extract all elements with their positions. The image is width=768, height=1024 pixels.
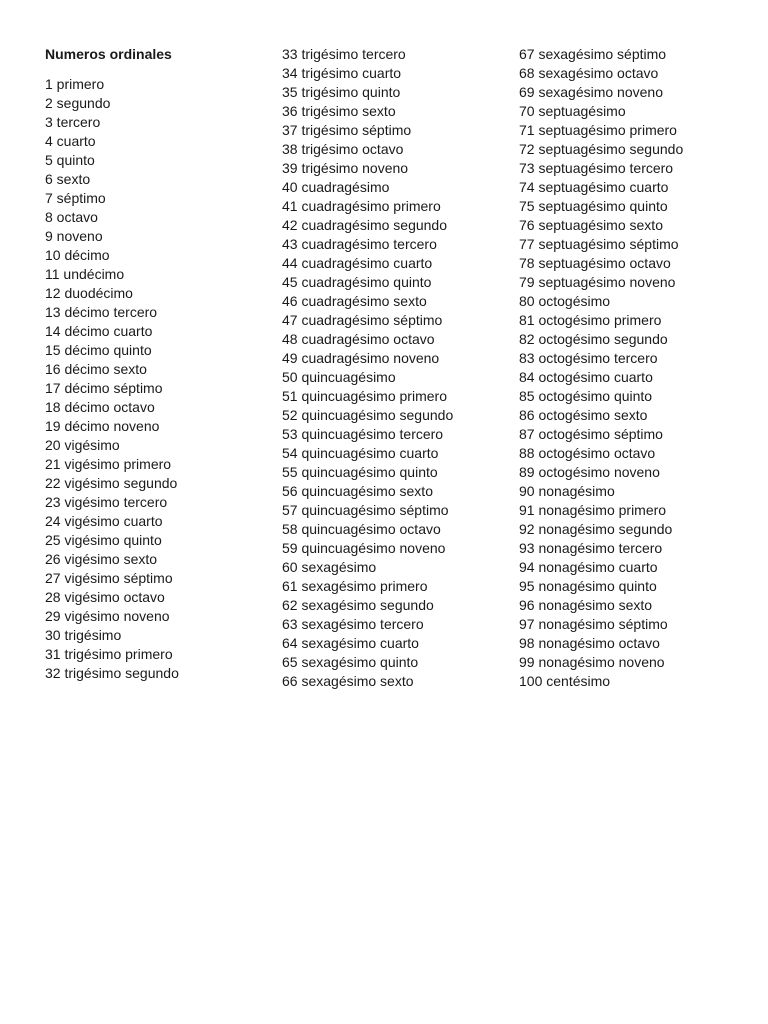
ordinal-entry: 23 vigésimo tercero: [45, 494, 168, 510]
ordinal-entry: 64 sexagésimo cuarto: [282, 635, 419, 651]
ordinal-entry: 32 trigésimo segundo: [45, 665, 179, 681]
ordinal-entry: 56 quincuagésimo sexto: [282, 483, 433, 499]
ordinal-entry: 27 vigésimo séptimo: [45, 570, 173, 586]
ordinal-entry: 48 cuadragésimo octavo: [282, 331, 435, 347]
ordinal-entry: 8 octavo: [45, 209, 98, 225]
ordinal-entry: 80 octogésimo: [519, 293, 611, 309]
ordinal-entry: 95 nonagésimo quinto: [519, 578, 657, 594]
ordinal-entry: 17 décimo séptimo: [45, 380, 163, 396]
ordinal-entry: 4 cuarto: [45, 133, 96, 149]
ordinal-entry: 10 décimo: [45, 247, 110, 263]
ordinal-entry: 96 nonagésimo sexto: [519, 597, 653, 613]
ordinal-entry: 83 octogésimo tercero: [519, 350, 658, 366]
ordinal-entry: 87 octogésimo séptimo: [519, 426, 663, 442]
ordinal-entry: 12 duodécimo: [45, 285, 133, 301]
ordinal-entry: 42 cuadragésimo segundo: [282, 217, 448, 233]
ordinal-entry: 49 cuadragésimo noveno: [282, 350, 440, 366]
ordinal-entry: 74 septuagésimo cuarto: [519, 179, 669, 195]
column-3: [519, 45, 749, 691]
ordinal-entry: 77 septuagésimo séptimo: [519, 236, 679, 252]
ordinal-entry: 41 cuadragésimo primero: [282, 198, 441, 214]
ordinal-entry: 59 quincuagésimo noveno: [282, 540, 446, 556]
ordinal-entry: 53 quincuagésimo tercero: [282, 426, 444, 442]
ordinal-entry: 29 vigésimo noveno: [45, 608, 170, 624]
ordinal-entry: 84 octogésimo cuarto: [519, 369, 653, 385]
ordinal-entry: 82 octogésimo segundo: [519, 331, 668, 347]
ordinal-entry: 71 septuagésimo primero: [519, 122, 677, 138]
ordinal-list-1: [45, 75, 275, 683]
ordinal-entry: 35 trigésimo quinto: [282, 84, 401, 100]
ordinal-entry: 34 trigésimo cuarto: [282, 65, 402, 81]
ordinal-entry: 72 septuagésimo segundo: [519, 141, 684, 157]
ordinal-entry: 70 septuagésimo: [519, 103, 626, 119]
ordinal-entry: 51 quincuagésimo primero: [282, 388, 447, 404]
ordinal-entry: 39 trigésimo noveno: [282, 160, 409, 176]
ordinal-entry: 28 vigésimo octavo: [45, 589, 165, 605]
ordinal-entry: 47 cuadragésimo séptimo: [282, 312, 443, 328]
ordinal-entry: 5 quinto: [45, 152, 95, 168]
ordinal-entry: 44 cuadragésimo cuarto: [282, 255, 433, 271]
ordinal-entry: 43 cuadragésimo tercero: [282, 236, 437, 252]
document-title: Numeros ordinales: [45, 46, 172, 62]
ordinal-entry: 91 nonagésimo primero: [519, 502, 667, 518]
ordinal-entry: 16 décimo sexto: [45, 361, 147, 377]
ordinal-entry: 67 sexagésimo séptimo: [519, 46, 667, 62]
ordinal-entry: 58 quincuagésimo octavo: [282, 521, 441, 537]
ordinal-entry: 19 décimo noveno: [45, 418, 160, 434]
ordinal-entry: 38 trigésimo octavo: [282, 141, 404, 157]
ordinal-entry: 33 trigésimo tercero: [282, 46, 406, 62]
ordinal-entry: 93 nonagésimo tercero: [519, 540, 663, 556]
ordinal-entry: 1 primero: [45, 76, 105, 92]
ordinal-entry: 57 quincuagésimo séptimo: [282, 502, 449, 518]
ordinal-entry: 79 septuagésimo noveno: [519, 274, 676, 290]
ordinal-entry: 11 undécimo: [45, 266, 125, 282]
ordinal-entry: 21 vigésimo primero: [45, 456, 172, 472]
ordinal-entry: 36 trigésimo sexto: [282, 103, 396, 119]
ordinal-entry: 68 sexagésimo octavo: [519, 65, 659, 81]
ordinal-entry: 24 vigésimo cuarto: [45, 513, 163, 529]
ordinal-entry: 69 sexagésimo noveno: [519, 84, 663, 100]
ordinal-entry: 50 quincuagésimo: [282, 369, 396, 385]
ordinal-entry: 2 segundo: [45, 95, 111, 111]
ordinal-entry: 30 trigésimo: [45, 627, 122, 643]
ordinal-entry: 31 trigésimo primero: [45, 646, 173, 662]
ordinal-entry: 15 décimo quinto: [45, 342, 152, 358]
ordinal-entry: 85 octogésimo quinto: [519, 388, 653, 404]
ordinal-entry: 60 sexagésimo: [282, 559, 377, 575]
ordinal-entry: 98 nonagésimo octavo: [519, 635, 660, 651]
ordinal-entry: 76 septuagésimo sexto: [519, 217, 663, 233]
ordinal-entry: 14 décimo cuarto: [45, 323, 153, 339]
ordinal-entry: 46 cuadragésimo sexto: [282, 293, 427, 309]
ordinal-entry: 78 septuagésimo octavo: [519, 255, 671, 271]
ordinal-entry: 62 sexagésimo segundo: [282, 597, 434, 613]
ordinal-entry: 52 quincuagésimo segundo: [282, 407, 454, 423]
ordinal-entry: 94 nonagésimo cuarto: [519, 559, 658, 575]
ordinal-entry: 3 tercero: [45, 114, 101, 130]
ordinal-entry: 90 nonagésimo: [519, 483, 615, 499]
ordinal-entry: 22 vigésimo segundo: [45, 475, 178, 491]
ordinal-list-2: [282, 45, 512, 691]
ordinal-entry: 6 sexto: [45, 171, 91, 187]
ordinal-entry: 88 octogésimo octavo: [519, 445, 656, 461]
ordinal-entry: 66 sexagésimo sexto: [282, 673, 414, 689]
ordinal-entry: 45 cuadragésimo quinto: [282, 274, 432, 290]
ordinal-entry: 9 noveno: [45, 228, 103, 244]
ordinal-entry: 26 vigésimo sexto: [45, 551, 158, 567]
ordinal-entry: 54 quincuagésimo cuarto: [282, 445, 439, 461]
ordinal-entry: 13 décimo tercero: [45, 304, 158, 320]
ordinal-entry: 20 vigésimo: [45, 437, 120, 453]
ordinal-entry: 75 septuagésimo quinto: [519, 198, 668, 214]
ordinal-entry: 81 octogésimo primero: [519, 312, 662, 328]
column-2: [282, 45, 512, 691]
ordinal-entry: 73 septuagésimo tercero: [519, 160, 674, 176]
ordinal-entry: 61 sexagésimo primero: [282, 578, 428, 594]
ordinal-entry: 89 octogésimo noveno: [519, 464, 660, 480]
ordinal-entry: 18 décimo octavo: [45, 399, 155, 415]
ordinal-entry: 40 cuadragésimo: [282, 179, 390, 195]
ordinal-entry: 100 centésimo: [519, 673, 611, 689]
ordinal-entry: 65 sexagésimo quinto: [282, 654, 419, 670]
ordinal-entry: 55 quincuagésimo quinto: [282, 464, 438, 480]
ordinal-entry: 99 nonagésimo noveno: [519, 654, 665, 670]
ordinal-entry: 92 nonagésimo segundo: [519, 521, 673, 537]
ordinal-entry: 7 séptimo: [45, 190, 106, 206]
ordinal-entry: 86 octogésimo sexto: [519, 407, 648, 423]
ordinal-entry: 63 sexagésimo tercero: [282, 616, 424, 632]
ordinal-list-3: [519, 45, 749, 691]
ordinal-entry: 97 nonagésimo séptimo: [519, 616, 668, 632]
column-1: [45, 45, 275, 683]
ordinal-entry: 37 trigésimo séptimo: [282, 122, 412, 138]
ordinal-entry: 25 vigésimo quinto: [45, 532, 162, 548]
